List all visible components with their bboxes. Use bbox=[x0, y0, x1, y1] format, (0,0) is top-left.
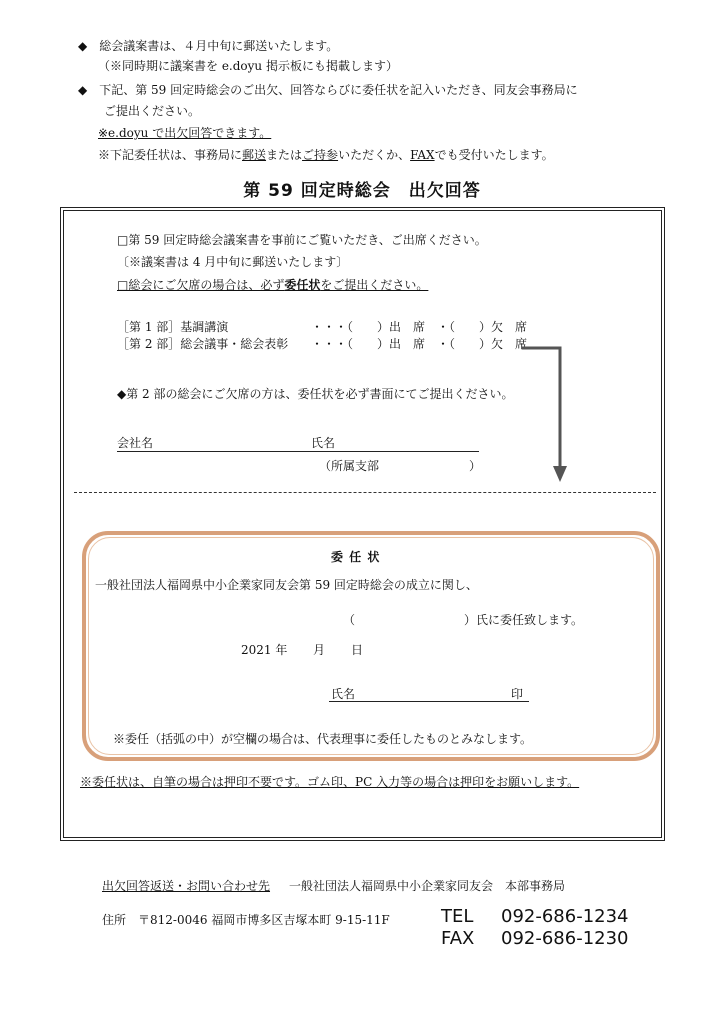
proxy-year: 2021 年 bbox=[241, 643, 288, 657]
note-instructions: ◆ 下記、第 59 回定時総会のご出欠、回答ならびに委任状を記入いただき、同友会事務局に bbox=[78, 83, 578, 97]
part2-label: ［第 2 部］総会議事・総会表彰 bbox=[117, 337, 289, 351]
absent-text-proxy: 委任状 bbox=[284, 278, 321, 292]
tel-number[interactable]: 092-686-1234 bbox=[501, 906, 629, 927]
proxy-delegate-text: ）氏に委任致します。 bbox=[464, 613, 584, 627]
fax-label: FAX bbox=[441, 928, 475, 949]
checkbox-attend-option[interactable]: □第 59 回定時総会議案書を事前にご覧いただき、ご出席ください。 bbox=[117, 233, 487, 247]
note-edoyu-link[interactable]: ※e.doyu で出欠回答できます。 bbox=[98, 126, 272, 140]
note-board: （※同時期に議案書を e.doyu 掲示板にも掲載します） bbox=[98, 59, 398, 73]
branch-close: ） bbox=[469, 459, 482, 473]
note-submission-prefix: ※下記委任状は、事務局に bbox=[98, 148, 243, 162]
checkbox-absent-option[interactable] bbox=[117, 277, 428, 293]
proxy-month: 月 bbox=[313, 643, 326, 657]
proxy-day: 日 bbox=[351, 643, 364, 657]
note-submission-mid2: いただくか、 bbox=[338, 148, 411, 162]
note-submission-bring: ご持参 bbox=[302, 148, 339, 162]
name-label: 氏名 bbox=[311, 436, 336, 450]
note-submission-mid: または bbox=[266, 148, 303, 162]
tel-label: TEL bbox=[441, 906, 474, 927]
note-submission-suffix: でも受付いたします。 bbox=[434, 148, 554, 162]
proxy-heading: 委 任 状 bbox=[331, 550, 381, 564]
part2-absent-note: ◆第 2 部の総会にご欠席の方は、委任状を必ず書面にてご提出ください。 bbox=[117, 387, 514, 401]
proxy-form-box bbox=[82, 531, 660, 761]
branch-label: （所属支部 bbox=[319, 459, 380, 473]
fax-number[interactable]: 092-686-1230 bbox=[501, 928, 629, 949]
stamp-note: ※委任状は、自筆の場合は押印不要です。ゴム印、PC 入力等の場合は押印をお願いします。 bbox=[80, 775, 580, 789]
note-submission-mail: 郵送 bbox=[242, 148, 267, 162]
note-instructions-cont: ご提出ください。 bbox=[104, 104, 201, 118]
note-mailing: ◆ 総会議案書は、４月中旬に郵送いたします。 bbox=[78, 39, 339, 53]
proxy-statement: 一般社団法人福岡県中小企業家同友会第 59 回定時総会の成立に関し、 bbox=[95, 578, 478, 592]
note-submission bbox=[98, 147, 554, 163]
contact-org: 一般社団法人福岡県中小企業家同友会 本部事務局 bbox=[289, 879, 566, 893]
contact-label: 出欠回答返送・お問い合わせ先 bbox=[102, 879, 271, 893]
seal-mark: 印 bbox=[511, 687, 524, 701]
part1-attendance[interactable]: ・・・（ ）出 席 ・（ ）欠 席 bbox=[311, 320, 528, 334]
down-arrow-icon bbox=[520, 340, 570, 490]
page-title: 第 59 回定時総会 出欠回答 bbox=[243, 181, 481, 201]
part2-attendance[interactable]: ・・・（ ）出 席 ・（ ）欠 席 bbox=[311, 337, 528, 351]
agenda-mail-note: 〔※議案書は 4 月中旬に郵送いたします〕 bbox=[117, 255, 349, 269]
company-name-input-line[interactable] bbox=[117, 451, 479, 452]
proxy-blank-note: ※委任（括弧の中）が空欄の場合は、代表理事に委任したものとみなします。 bbox=[113, 732, 533, 746]
contact-address: 住所 〒812-0046 福岡市博多区吉塚本町 9-15-11F bbox=[102, 913, 390, 927]
part1-label: ［第 1 部］基調講演 bbox=[117, 320, 229, 334]
proxy-paren-open: （ bbox=[343, 613, 356, 627]
proxy-name-input-line[interactable] bbox=[329, 701, 529, 702]
note-submission-fax: FAX bbox=[410, 148, 435, 162]
absent-text-prefix: □総会にご欠席の場合は、必ず bbox=[117, 278, 285, 292]
company-label: 会社名 bbox=[117, 436, 154, 450]
absent-text-suffix: をご提出ください。 bbox=[320, 278, 429, 292]
cut-line bbox=[74, 492, 656, 493]
proxy-name-label: 氏名 bbox=[331, 687, 356, 701]
